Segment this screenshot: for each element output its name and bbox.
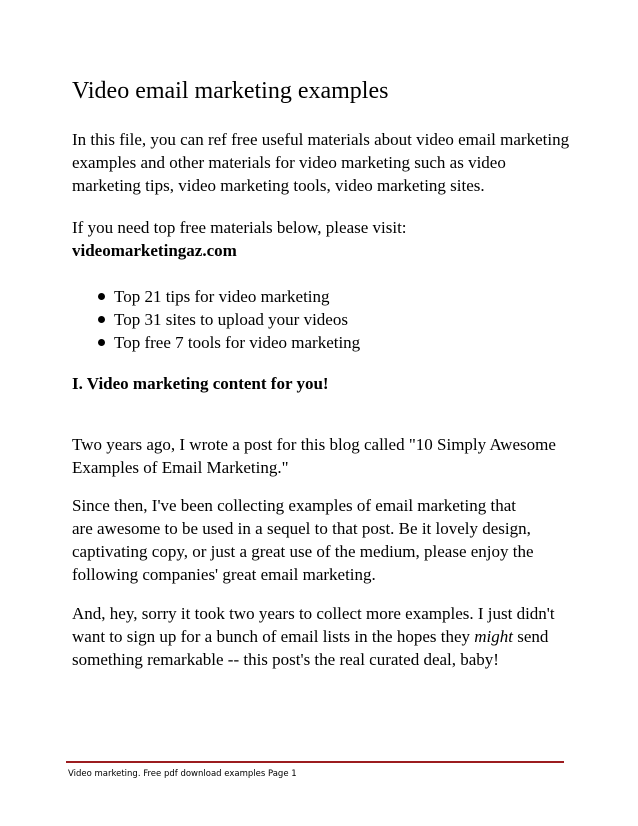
- paragraph-text: want to sign up for a bunch of email lists in the hopes they: [72, 627, 475, 646]
- paragraph-line: Since then, I've been collecting examples of email marketing that: [72, 496, 516, 515]
- bullet-icon: [98, 293, 105, 300]
- footer-divider: [66, 761, 564, 763]
- materials-list: [72, 285, 360, 354]
- list-item: [72, 331, 360, 354]
- visit-paragraph: [72, 216, 407, 262]
- bullet-icon: [98, 316, 105, 323]
- intro-line: examples and other materials for video marketing such as video: [72, 153, 506, 172]
- intro-line: In this file, you can ref free useful materials about video email marketing: [72, 130, 570, 149]
- paragraph-line: [72, 625, 555, 648]
- bullet-icon: [98, 339, 105, 346]
- document-title: Video email marketing examples: [72, 78, 389, 104]
- list-item-label: Top free 7 tools for video marketing: [114, 333, 361, 352]
- paragraph-line: are awesome to be used in a sequel to that post. Be it lovely design,: [72, 519, 531, 538]
- section-heading: I. Video marketing content for you!: [72, 374, 329, 393]
- list-item: [72, 308, 360, 331]
- paragraph-two: [72, 494, 534, 586]
- paragraph-one: [72, 433, 556, 479]
- paragraph-line: Two years ago, I wrote a post for this blog called "10 Simply Awesome: [72, 435, 556, 454]
- visit-link[interactable]: videomarketingaz.com: [72, 241, 237, 260]
- list-item-label: Top 31 sites to upload your videos: [114, 310, 348, 329]
- paragraph-three: [72, 602, 555, 671]
- paragraph-line: Examples of Email Marketing.": [72, 458, 289, 477]
- list-item-label: Top 21 tips for video marketing: [114, 287, 330, 306]
- visit-text: If you need top free materials below, please visit:: [72, 218, 407, 237]
- page-footer: Video marketing. Free pdf download examples Page 1: [68, 769, 297, 779]
- intro-line: marketing tips, video marketing tools, video marketing sites.: [72, 176, 485, 195]
- paragraph-line: And, hey, sorry it took two years to collect more examples. I just didn't: [72, 604, 555, 623]
- list-item: [72, 285, 360, 308]
- intro-paragraph: [72, 128, 569, 197]
- emphasis-text: might: [474, 627, 513, 646]
- paragraph-line: something remarkable -- this post's the real curated deal, baby!: [72, 650, 499, 669]
- paragraph-text: send: [513, 627, 549, 646]
- paragraph-line: captivating copy, or just a great use of the medium, please enjoy the: [72, 542, 534, 561]
- paragraph-line: following companies' great email marketing.: [72, 565, 376, 584]
